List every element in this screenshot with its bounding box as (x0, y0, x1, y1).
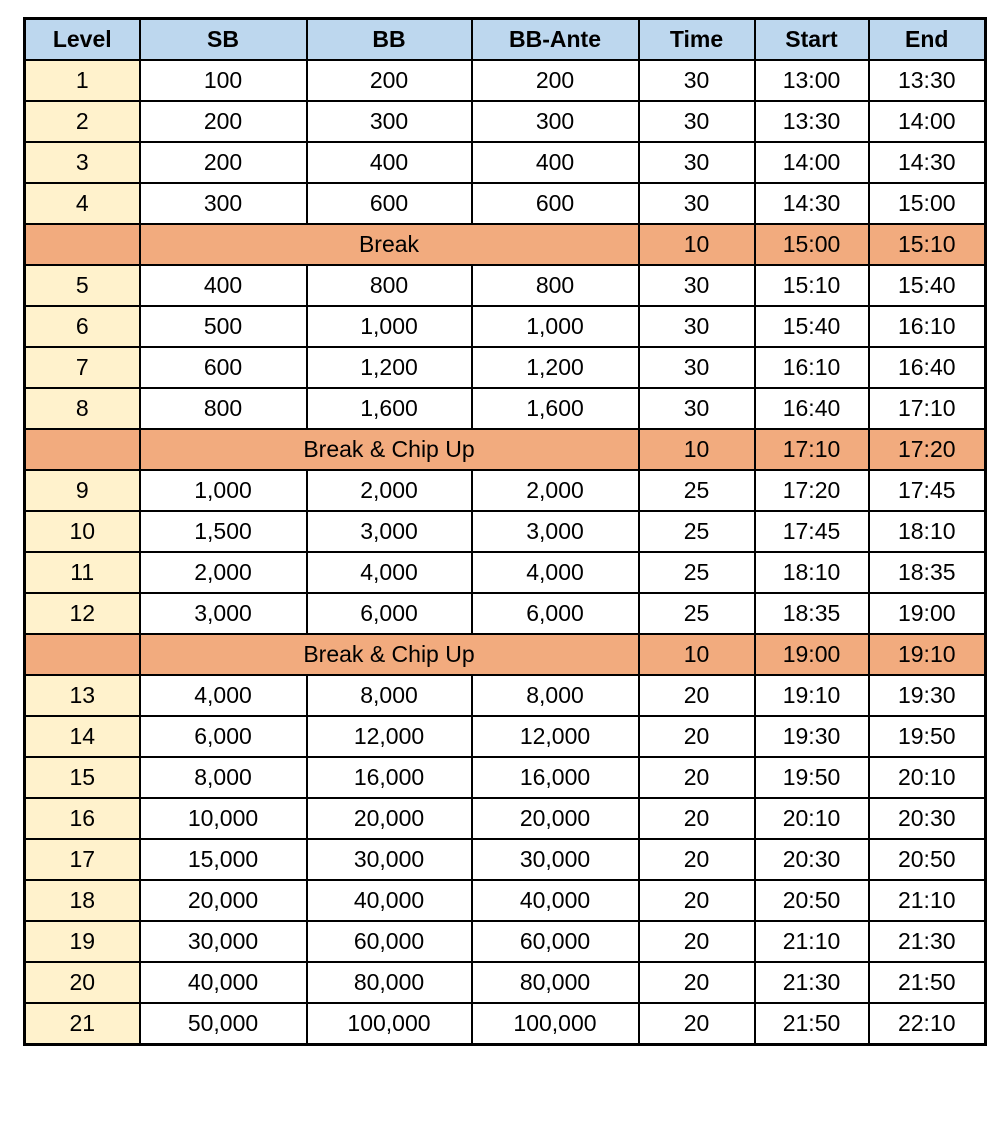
time-cell: 20 (639, 716, 755, 757)
column-header-time: Time (639, 19, 755, 61)
break-start-cell: 19:00 (755, 634, 869, 675)
column-header-bb-ante: BB-Ante (472, 19, 639, 61)
level-row (25, 675, 986, 716)
level-row (25, 921, 986, 962)
time-cell: 25 (639, 552, 755, 593)
time-cell: 25 (639, 470, 755, 511)
bb-cell: 100,000 (307, 1003, 472, 1045)
end-cell: 20:30 (869, 798, 986, 839)
level-row (25, 880, 986, 921)
sb-cell: 50,000 (140, 1003, 307, 1045)
bb-ante-cell: 1,200 (472, 347, 639, 388)
sb-cell: 3,000 (140, 593, 307, 634)
sb-cell: 15,000 (140, 839, 307, 880)
break-time-cell: 10 (639, 429, 755, 470)
time-cell: 30 (639, 101, 755, 142)
start-cell: 19:30 (755, 716, 869, 757)
break-end-cell: 15:10 (869, 224, 986, 265)
end-cell: 21:30 (869, 921, 986, 962)
end-cell: 20:10 (869, 757, 986, 798)
end-cell: 14:30 (869, 142, 986, 183)
time-cell: 30 (639, 347, 755, 388)
sb-cell: 20,000 (140, 880, 307, 921)
level-row (25, 60, 986, 101)
blind-structure-table (23, 17, 987, 1046)
bb-ante-cell: 100,000 (472, 1003, 639, 1045)
level-row (25, 142, 986, 183)
time-cell: 20 (639, 921, 755, 962)
bb-cell: 600 (307, 183, 472, 224)
level-cell: 19 (25, 921, 140, 962)
time-cell: 20 (639, 798, 755, 839)
end-cell: 17:10 (869, 388, 986, 429)
level-cell: 2 (25, 101, 140, 142)
column-header-bb: BB (307, 19, 472, 61)
level-cell: 13 (25, 675, 140, 716)
start-cell: 21:50 (755, 1003, 869, 1045)
start-cell: 17:20 (755, 470, 869, 511)
level-row (25, 757, 986, 798)
sb-cell: 1,000 (140, 470, 307, 511)
start-cell: 18:35 (755, 593, 869, 634)
start-cell: 15:10 (755, 265, 869, 306)
bb-cell: 6,000 (307, 593, 472, 634)
level-cell: 8 (25, 388, 140, 429)
level-row (25, 306, 986, 347)
bb-ante-cell: 1,600 (472, 388, 639, 429)
level-cell: 21 (25, 1003, 140, 1045)
bb-cell: 800 (307, 265, 472, 306)
bb-cell: 2,000 (307, 470, 472, 511)
bb-ante-cell: 400 (472, 142, 639, 183)
bb-ante-cell: 1,000 (472, 306, 639, 347)
bb-ante-cell: 200 (472, 60, 639, 101)
level-cell: 20 (25, 962, 140, 1003)
start-cell: 18:10 (755, 552, 869, 593)
header-row (25, 19, 986, 61)
bb-cell: 1,600 (307, 388, 472, 429)
break-level-cell (25, 429, 140, 470)
level-row (25, 470, 986, 511)
bb-cell: 300 (307, 101, 472, 142)
bb-ante-cell: 800 (472, 265, 639, 306)
bb-cell: 60,000 (307, 921, 472, 962)
end-cell: 20:50 (869, 839, 986, 880)
start-cell: 17:45 (755, 511, 869, 552)
start-cell: 21:10 (755, 921, 869, 962)
time-cell: 20 (639, 839, 755, 880)
bb-cell: 80,000 (307, 962, 472, 1003)
time-cell: 30 (639, 183, 755, 224)
end-cell: 21:50 (869, 962, 986, 1003)
start-cell: 16:40 (755, 388, 869, 429)
break-label-cell: Break & Chip Up (140, 429, 639, 470)
start-cell: 16:10 (755, 347, 869, 388)
bb-cell: 400 (307, 142, 472, 183)
end-cell: 18:10 (869, 511, 986, 552)
break-row (25, 634, 986, 675)
column-header-sb: SB (140, 19, 307, 61)
bb-cell: 8,000 (307, 675, 472, 716)
level-cell: 7 (25, 347, 140, 388)
level-row (25, 347, 986, 388)
time-cell: 30 (639, 306, 755, 347)
bb-ante-cell: 300 (472, 101, 639, 142)
level-row (25, 511, 986, 552)
level-cell: 5 (25, 265, 140, 306)
level-cell: 1 (25, 60, 140, 101)
sb-cell: 200 (140, 142, 307, 183)
break-end-cell: 17:20 (869, 429, 986, 470)
break-start-cell: 15:00 (755, 224, 869, 265)
bb-cell: 40,000 (307, 880, 472, 921)
break-row (25, 429, 986, 470)
break-time-cell: 10 (639, 224, 755, 265)
start-cell: 13:30 (755, 101, 869, 142)
sb-cell: 4,000 (140, 675, 307, 716)
end-cell: 13:30 (869, 60, 986, 101)
bb-cell: 20,000 (307, 798, 472, 839)
start-cell: 19:50 (755, 757, 869, 798)
sb-cell: 8,000 (140, 757, 307, 798)
sb-cell: 300 (140, 183, 307, 224)
bb-cell: 4,000 (307, 552, 472, 593)
level-cell: 14 (25, 716, 140, 757)
level-row (25, 798, 986, 839)
end-cell: 15:40 (869, 265, 986, 306)
level-row (25, 388, 986, 429)
sb-cell: 800 (140, 388, 307, 429)
bb-cell: 30,000 (307, 839, 472, 880)
break-end-cell: 19:10 (869, 634, 986, 675)
break-row (25, 224, 986, 265)
time-cell: 20 (639, 880, 755, 921)
time-cell: 25 (639, 511, 755, 552)
sb-cell: 40,000 (140, 962, 307, 1003)
level-cell: 12 (25, 593, 140, 634)
time-cell: 30 (639, 60, 755, 101)
column-header-end: End (869, 19, 986, 61)
sb-cell: 1,500 (140, 511, 307, 552)
level-row (25, 552, 986, 593)
level-cell: 18 (25, 880, 140, 921)
bb-ante-cell: 40,000 (472, 880, 639, 921)
sb-cell: 6,000 (140, 716, 307, 757)
sb-cell: 2,000 (140, 552, 307, 593)
start-cell: 20:30 (755, 839, 869, 880)
level-cell: 9 (25, 470, 140, 511)
bb-ante-cell: 20,000 (472, 798, 639, 839)
bb-ante-cell: 4,000 (472, 552, 639, 593)
end-cell: 14:00 (869, 101, 986, 142)
time-cell: 30 (639, 142, 755, 183)
start-cell: 14:00 (755, 142, 869, 183)
bb-cell: 12,000 (307, 716, 472, 757)
level-row (25, 593, 986, 634)
break-label-cell: Break & Chip Up (140, 634, 639, 675)
time-cell: 20 (639, 962, 755, 1003)
bb-ante-cell: 60,000 (472, 921, 639, 962)
start-cell: 13:00 (755, 60, 869, 101)
end-cell: 16:10 (869, 306, 986, 347)
bb-ante-cell: 12,000 (472, 716, 639, 757)
sb-cell: 500 (140, 306, 307, 347)
sb-cell: 400 (140, 265, 307, 306)
time-cell: 20 (639, 675, 755, 716)
bb-ante-cell: 3,000 (472, 511, 639, 552)
bb-ante-cell: 16,000 (472, 757, 639, 798)
bb-cell: 1,000 (307, 306, 472, 347)
level-cell: 3 (25, 142, 140, 183)
end-cell: 15:00 (869, 183, 986, 224)
bb-ante-cell: 8,000 (472, 675, 639, 716)
column-header-level: Level (25, 19, 140, 61)
level-row (25, 716, 986, 757)
level-cell: 11 (25, 552, 140, 593)
start-cell: 19:10 (755, 675, 869, 716)
bb-ante-cell: 600 (472, 183, 639, 224)
end-cell: 18:35 (869, 552, 986, 593)
break-level-cell (25, 224, 140, 265)
start-cell: 15:40 (755, 306, 869, 347)
level-row (25, 265, 986, 306)
time-cell: 30 (639, 388, 755, 429)
break-start-cell: 17:10 (755, 429, 869, 470)
level-row (25, 839, 986, 880)
end-cell: 16:40 (869, 347, 986, 388)
table-body (25, 60, 986, 1045)
level-cell: 16 (25, 798, 140, 839)
time-cell: 30 (639, 265, 755, 306)
level-cell: 17 (25, 839, 140, 880)
start-cell: 20:10 (755, 798, 869, 839)
bb-ante-cell: 6,000 (472, 593, 639, 634)
level-row (25, 1003, 986, 1045)
start-cell: 21:30 (755, 962, 869, 1003)
end-cell: 19:50 (869, 716, 986, 757)
level-row (25, 962, 986, 1003)
level-cell: 15 (25, 757, 140, 798)
end-cell: 21:10 (869, 880, 986, 921)
break-time-cell: 10 (639, 634, 755, 675)
bb-cell: 16,000 (307, 757, 472, 798)
level-cell: 4 (25, 183, 140, 224)
table-header (25, 19, 986, 61)
sb-cell: 30,000 (140, 921, 307, 962)
time-cell: 20 (639, 757, 755, 798)
end-cell: 19:30 (869, 675, 986, 716)
sb-cell: 200 (140, 101, 307, 142)
level-row (25, 101, 986, 142)
break-level-cell (25, 634, 140, 675)
bb-cell: 3,000 (307, 511, 472, 552)
level-cell: 10 (25, 511, 140, 552)
end-cell: 22:10 (869, 1003, 986, 1045)
break-label-cell: Break (140, 224, 639, 265)
sb-cell: 600 (140, 347, 307, 388)
start-cell: 20:50 (755, 880, 869, 921)
level-row (25, 183, 986, 224)
bb-cell: 1,200 (307, 347, 472, 388)
bb-ante-cell: 2,000 (472, 470, 639, 511)
level-cell: 6 (25, 306, 140, 347)
time-cell: 20 (639, 1003, 755, 1045)
column-header-start: Start (755, 19, 869, 61)
end-cell: 17:45 (869, 470, 986, 511)
start-cell: 14:30 (755, 183, 869, 224)
bb-ante-cell: 30,000 (472, 839, 639, 880)
bb-cell: 200 (307, 60, 472, 101)
sb-cell: 100 (140, 60, 307, 101)
time-cell: 25 (639, 593, 755, 634)
bb-ante-cell: 80,000 (472, 962, 639, 1003)
end-cell: 19:00 (869, 593, 986, 634)
sb-cell: 10,000 (140, 798, 307, 839)
